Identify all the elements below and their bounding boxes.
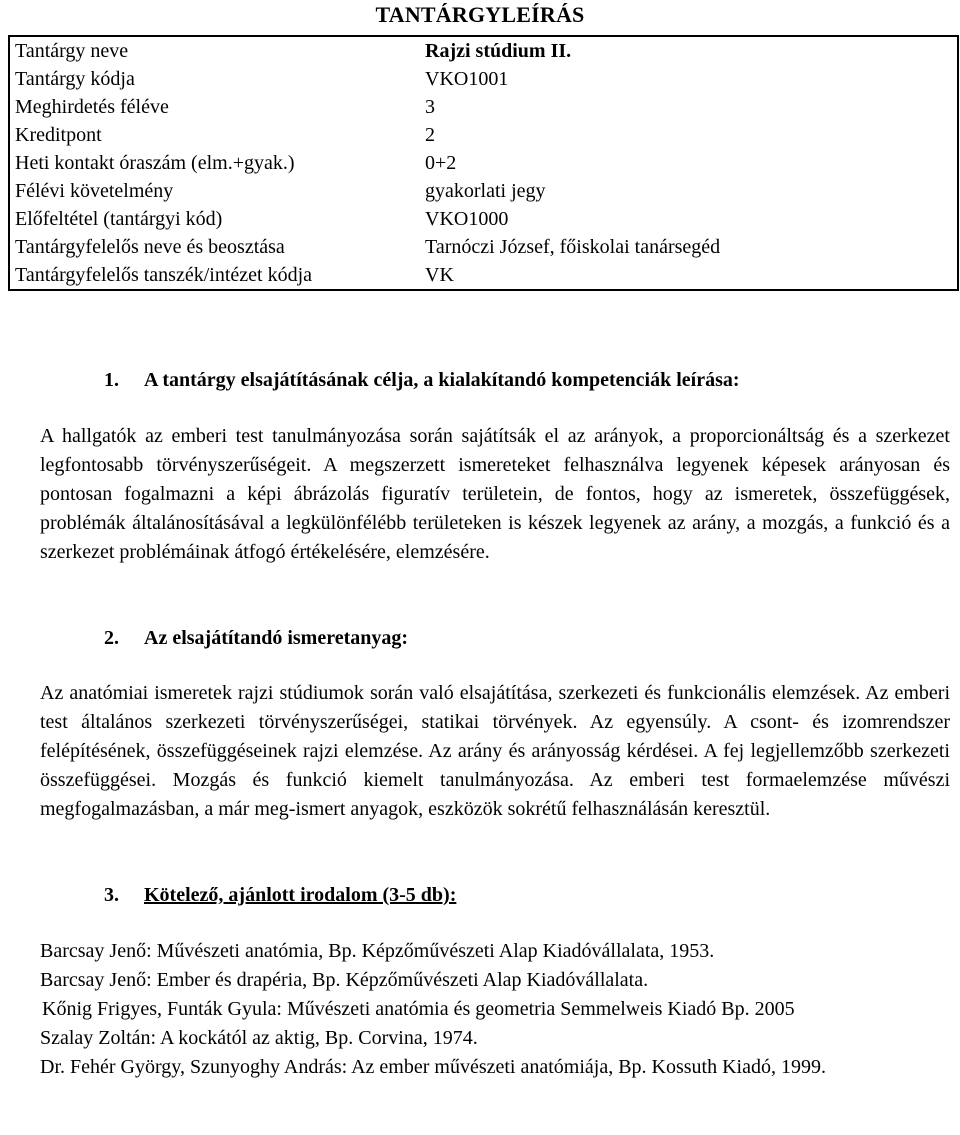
info-row bbox=[9, 149, 958, 177]
info-value: gyakorlati jegy bbox=[425, 180, 546, 202]
info-row bbox=[9, 93, 958, 121]
section-2-text: Az anatómiai ismeretek rajzi stúdiumok során való elsajátítása, szerkezeti és funkcionális elemzések. Az emberi test általános szerkezeti törvényszerűségei, statikai törvények. Az egyensúly. A csont- és izomrendszer felépítésének, összefüggéseinek rajzi elemzése. Az arány és arányosság kérdései. A fej legjellemzőbb szerkezeti összefüggései. Mozgás és funkció kiemelt tanulmányozása. Az emberi test formaelemzése művészi megfogalmazásban, a már meg-ismert anyagok, eszközök sokrétű felhasználásán keresztül. bbox=[40, 682, 950, 820]
reference-item: Barcsay Jenő: Ember és drapéria, Bp. Képzőművészeti Alap Kiadóvállalata. bbox=[40, 969, 649, 991]
info-label: Tantárgy kódja bbox=[15, 68, 135, 90]
section-number: 3. bbox=[104, 884, 119, 906]
info-label: Tantárgyfelelős neve és beosztása bbox=[15, 236, 285, 258]
info-value: VK bbox=[425, 264, 454, 286]
info-row bbox=[9, 205, 958, 233]
info-row bbox=[9, 233, 958, 261]
reference-item: Barcsay Jenő: Művészeti anatómia, Bp. Képzőművészeti Alap Kiadóvállalata, 1953. bbox=[40, 940, 715, 962]
info-row bbox=[9, 36, 958, 65]
reference-item: Szalay Zoltán: A kockától az aktig, Bp. Corvina, 1974. bbox=[40, 1027, 478, 1049]
section-number: 2. bbox=[104, 627, 119, 649]
info-value: VKO1001 bbox=[425, 68, 509, 90]
info-value: 3 bbox=[425, 96, 435, 118]
info-label: Tantárgyfelelős tanszék/intézet kódja bbox=[15, 264, 313, 286]
section-1-text: A hallgatók az emberi test tanulmányozása során sajátítsák el az arányok, a proporcionáltság és a szerkezet legfontosabb törvényszerűségeit. A megszerzett ismereteket felhasználva legyenek képesek arányosan és pontosan fogalmazni a képi ábrázolás figuratív területein, de fontos, hogy az ismeretek, összefüggések, problémák általánosításával a legkülönfélébb területeken is készek legyenek az arány, a mozgás, a funkció és a szerkezet problémáinak átfogó értékelésére, elemzésére. bbox=[40, 425, 950, 563]
info-row bbox=[9, 261, 958, 290]
course-info-table bbox=[8, 35, 959, 291]
section-1-heading bbox=[104, 368, 740, 392]
info-label: Heti kontakt óraszám (elm.+gyak.) bbox=[15, 152, 295, 174]
info-value: 2 bbox=[425, 124, 435, 146]
section-number: 1. bbox=[104, 369, 119, 391]
info-row bbox=[9, 65, 958, 93]
section-title: A tantárgy elsajátításának célja, a kialakítandó kompetenciák leírása: bbox=[144, 369, 740, 391]
info-label: Meghirdetés féléve bbox=[15, 96, 169, 118]
info-label: Kreditpont bbox=[15, 124, 102, 146]
info-value: Tarnóczi József, főiskolai tanársegéd bbox=[425, 236, 721, 258]
section-3-heading bbox=[104, 883, 456, 907]
info-value: VKO1000 bbox=[425, 208, 509, 230]
reference-list bbox=[40, 937, 950, 1082]
section-title: Az elsajátítandó ismeretanyag: bbox=[144, 627, 409, 649]
document-title: TANTÁRGYLEÍRÁS bbox=[375, 2, 585, 27]
info-value: Rajzi stúdium II. bbox=[425, 40, 572, 62]
info-row bbox=[9, 177, 958, 205]
info-label: Félévi követelmény bbox=[15, 180, 174, 202]
section-2-heading bbox=[104, 626, 408, 650]
info-row bbox=[9, 121, 958, 149]
section-title: Kötelező, ajánlott irodalom (3-5 db): bbox=[144, 884, 457, 906]
info-label: Előfeltétel (tantárgyi kód) bbox=[15, 208, 223, 230]
info-label: Tantárgy neve bbox=[15, 40, 129, 62]
info-value: 0+2 bbox=[425, 152, 457, 174]
reference-item: Dr. Fehér György, Szunyoghy András: Az ember művészeti anatómiája, Bp. Kossuth Kiadó, 1999. bbox=[40, 1056, 826, 1078]
reference-item: Kőnig Frigyes, Funták Gyula: Művészeti anatómia és geometria Semmelweis Kiadó Bp. 2005 bbox=[42, 998, 795, 1020]
